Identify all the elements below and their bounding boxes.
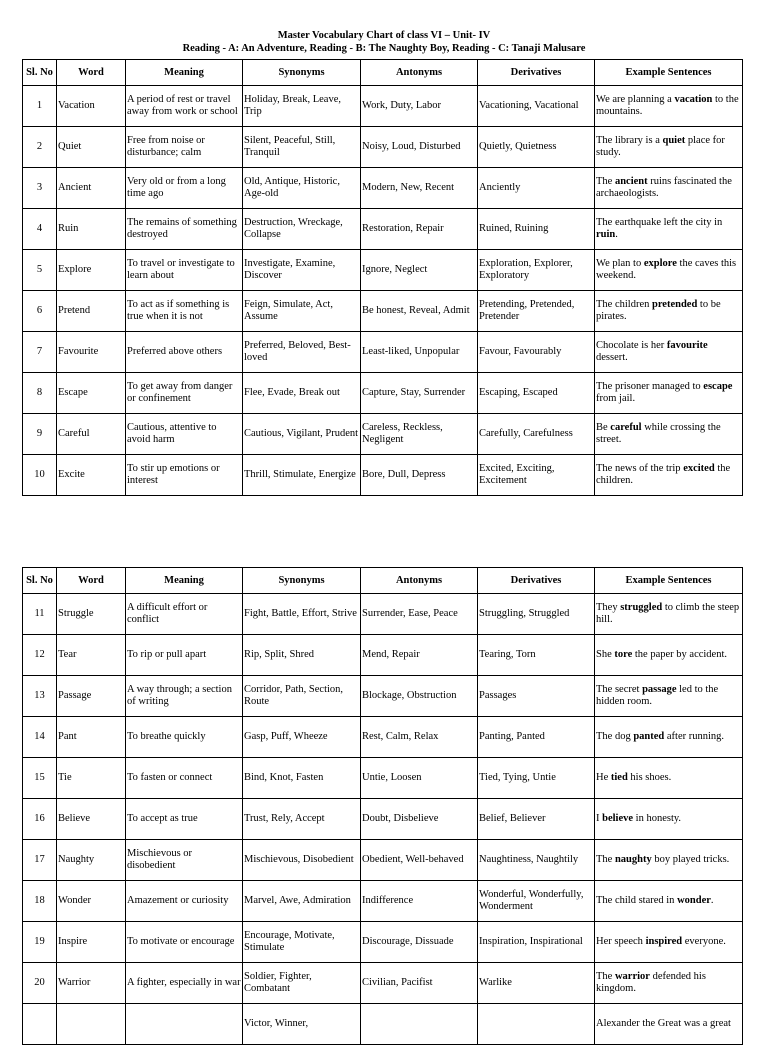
row-synonyms: Soldier, Fighter, Combatant <box>243 963 361 1004</box>
sentence-text-after: ruins fascinated the archaeologists. <box>596 176 732 199</box>
row-antonyms: Mend, Repair <box>361 635 478 676</box>
row-example-sentence <box>595 635 743 676</box>
sentence-keyword: passage <box>642 684 677 695</box>
row-number: 5 <box>23 250 57 291</box>
table-row <box>23 86 743 127</box>
table-row <box>23 758 743 799</box>
sentence-text-after: . <box>710 895 714 906</box>
row-example-sentence <box>595 291 743 332</box>
row-example-sentence <box>595 373 743 414</box>
sentence-keyword: believe <box>602 813 634 824</box>
row-derivatives: Panting, Panted <box>478 717 595 758</box>
sentence-text-before: Her speech <box>596 936 646 947</box>
header-row <box>23 60 743 86</box>
row-meaning: Very old or from a long time ago <box>126 168 243 209</box>
sentence-text-after: in honesty. <box>633 813 682 824</box>
table-row <box>23 455 743 496</box>
table-row <box>23 332 743 373</box>
row-word: Tear <box>57 635 126 676</box>
header-example-sentences: Example Sentences <box>595 60 743 86</box>
row-number: 17 <box>23 840 57 881</box>
sentence-text-after: . <box>615 229 618 240</box>
row-number: 19 <box>23 922 57 963</box>
row-synonyms: Destruction, Wreckage, Collapse <box>243 209 361 250</box>
row-synonyms: Mischievous, Disobedient <box>243 840 361 881</box>
sentence-text-before: The children <box>596 299 652 310</box>
row-synonyms: Holiday, Break, Leave, Trip <box>243 86 361 127</box>
row-antonyms: Least-liked, Unpopular <box>361 332 478 373</box>
header-meaning: Meaning <box>126 60 243 86</box>
row-synonyms: Old, Antique, Historic, Age-old <box>243 168 361 209</box>
header-example-sentences: Example Sentences <box>595 568 743 594</box>
table-body <box>23 594 743 1045</box>
row-number: 18 <box>23 881 57 922</box>
row-antonyms: Doubt, Disbelieve <box>361 799 478 840</box>
row-synonyms: Corridor, Path, Section, Route <box>243 676 361 717</box>
sentence-text-after: defended his kingdom. <box>596 971 706 994</box>
row-antonyms: Modern, New, Recent <box>361 168 478 209</box>
row-word: Pant <box>57 717 126 758</box>
row-derivatives: Struggling, Struggled <box>478 594 595 635</box>
sentence-text-after: boy played tricks. <box>651 854 730 865</box>
row-number: 14 <box>23 717 57 758</box>
row-meaning: A period of rest or travel away from work or school <box>126 86 243 127</box>
sentence-text-after: to climb the steep hill. <box>596 602 740 625</box>
row-example-sentence <box>595 1004 743 1045</box>
sentence-keyword: ancient <box>614 176 648 187</box>
row-synonyms: Feign, Simulate, Act, Assume <box>243 291 361 332</box>
table-row <box>23 414 743 455</box>
row-number: 4 <box>23 209 57 250</box>
row-number: 9 <box>23 414 57 455</box>
table-row <box>23 209 743 250</box>
row-word: Explore <box>57 250 126 291</box>
row-synonyms: Encourage, Motivate, Stimulate <box>243 922 361 963</box>
row-antonyms: Civilian, Pacifist <box>361 963 478 1004</box>
sentence-text-after: led to the hidden room. <box>596 684 719 707</box>
document-title: Master Vocabulary Chart of class VI – Unit- IV <box>277 30 491 41</box>
row-synonyms: Rip, Split, Shred <box>243 635 361 676</box>
row-synonyms: Victor, Winner, <box>243 1004 361 1045</box>
row-example-sentence <box>595 168 743 209</box>
sentence-text-before: She <box>596 649 615 660</box>
row-word: Ancient <box>57 168 126 209</box>
row-example-sentence <box>595 455 743 496</box>
sentence-keyword: quiet <box>662 135 686 146</box>
row-antonyms: Discourage, Dissuade <box>361 922 478 963</box>
sentence-text-after: everyone. <box>682 936 726 947</box>
row-number: 2 <box>23 127 57 168</box>
row-word <box>57 1004 126 1045</box>
row-word: Ruin <box>57 209 126 250</box>
row-word: Escape <box>57 373 126 414</box>
row-synonyms: Silent, Peaceful, Still, Tranquil <box>243 127 361 168</box>
row-derivatives: Tearing, Torn <box>478 635 595 676</box>
row-derivatives: Tied, Tying, Untie <box>478 758 595 799</box>
sentence-keyword: vacation <box>674 94 713 105</box>
row-word: Pretend <box>57 291 126 332</box>
header-word: Word <box>57 568 126 594</box>
row-derivatives: Vacationing, Vacational <box>478 86 595 127</box>
row-meaning: A fighter, especially in war <box>126 963 243 1004</box>
row-meaning: Free from noise or disturbance; calm <box>126 127 243 168</box>
row-meaning: To act as if something is true when it is not <box>126 291 243 332</box>
row-example-sentence <box>595 676 743 717</box>
row-word: Favourite <box>57 332 126 373</box>
row-word: Vacation <box>57 86 126 127</box>
sentence-text-before: The <box>596 176 615 187</box>
row-derivatives: Excited, Exciting, Excitement <box>478 455 595 496</box>
row-antonyms: Restoration, Repair <box>361 209 478 250</box>
row-derivatives: Passages <box>478 676 595 717</box>
row-derivatives: Wonderful, Wonderfully, Wonderment <box>478 881 595 922</box>
row-example-sentence <box>595 717 743 758</box>
row-meaning: To motivate or encourage <box>126 922 243 963</box>
row-example-sentence <box>595 963 743 1004</box>
table-row <box>23 168 743 209</box>
row-antonyms: Untie, Loosen <box>361 758 478 799</box>
sentence-keyword: pretended <box>651 299 698 310</box>
row-number: 11 <box>23 594 57 635</box>
sentence-text-before: The <box>596 971 615 982</box>
table-row <box>23 250 743 291</box>
table-row <box>23 291 743 332</box>
header-row <box>23 568 743 594</box>
row-synonyms: Flee, Evade, Break out <box>243 373 361 414</box>
row-example-sentence <box>595 127 743 168</box>
row-example-sentence <box>595 840 743 881</box>
sentence-text-before: Chocolate is her <box>596 340 667 351</box>
row-number: 1 <box>23 86 57 127</box>
row-number: 13 <box>23 676 57 717</box>
table-row <box>23 799 743 840</box>
row-antonyms: Be honest, Reveal, Admit <box>361 291 478 332</box>
row-number: 6 <box>23 291 57 332</box>
row-example-sentence <box>595 332 743 373</box>
row-antonyms: Bore, Dull, Depress <box>361 455 478 496</box>
row-meaning: A difficult effort or conflict <box>126 594 243 635</box>
sentence-text-before: The <box>596 854 615 865</box>
sentence-text-before: They <box>596 602 621 613</box>
sentence-text-after: the caves this weekend. <box>596 258 737 281</box>
sentence-text-after: the children. <box>596 463 731 486</box>
row-derivatives: Favour, Favourably <box>478 332 595 373</box>
header-meaning: Meaning <box>126 568 243 594</box>
row-derivatives: Naughtiness, Naughtily <box>478 840 595 881</box>
sentence-text-before: We are planning a <box>596 94 675 105</box>
row-derivatives: Carefully, Carefulness <box>478 414 595 455</box>
row-number: 16 <box>23 799 57 840</box>
row-word: Naughty <box>57 840 126 881</box>
row-number: 15 <box>23 758 57 799</box>
sentence-text-before: Alexander the Great was a great <box>596 1018 731 1029</box>
row-number <box>23 1004 57 1045</box>
row-antonyms: Capture, Stay, Surrender <box>361 373 478 414</box>
sentence-text-before: The library is a <box>596 135 663 146</box>
table-row <box>23 594 743 635</box>
document-subtitle: Reading - A: An Adventure, Reading - B: The Naughty Boy, Reading - C: Tanaji Malusare <box>182 43 586 54</box>
table-row <box>23 922 743 963</box>
vocabulary-table-2 <box>22 567 743 1045</box>
row-example-sentence <box>595 594 743 635</box>
row-example-sentence <box>595 758 743 799</box>
row-meaning: Cautious, attentive to avoid harm <box>126 414 243 455</box>
row-meaning: To rip or pull apart <box>126 635 243 676</box>
row-meaning: Preferred above others <box>126 332 243 373</box>
row-number: 8 <box>23 373 57 414</box>
header-antonyms: Antonyms <box>361 568 478 594</box>
row-synonyms: Thrill, Stimulate, Energize <box>243 455 361 496</box>
row-derivatives: Exploration, Explorer, Exploratory <box>478 250 595 291</box>
row-derivatives: Warlike <box>478 963 595 1004</box>
sentence-text-before: The earthquake left the city in <box>596 217 723 228</box>
row-example-sentence <box>595 881 743 922</box>
row-word: Quiet <box>57 127 126 168</box>
sentence-keyword: inspired <box>645 936 683 947</box>
row-derivatives: Ruined, Ruining <box>478 209 595 250</box>
sentence-text-after: to the mountains. <box>596 94 739 117</box>
row-antonyms: Surrender, Ease, Peace <box>361 594 478 635</box>
row-example-sentence <box>595 799 743 840</box>
row-word: Excite <box>57 455 126 496</box>
row-synonyms: Investigate, Examine, Discover <box>243 250 361 291</box>
table-row <box>23 963 743 1004</box>
table-row <box>23 635 743 676</box>
row-word: Passage <box>57 676 126 717</box>
sentence-text-before: The news of the trip <box>596 463 684 474</box>
header-derivatives: Derivatives <box>478 568 595 594</box>
sentence-text-before: We plan to <box>596 258 644 269</box>
row-meaning: To accept as true <box>126 799 243 840</box>
header-sl-no: Sl. No <box>23 60 57 86</box>
sentence-keyword: struggled <box>620 602 663 613</box>
sentence-text-before: The dog <box>596 731 634 742</box>
sentence-keyword: warrior <box>614 971 650 982</box>
sentence-text-before: The prisoner managed to <box>596 381 704 392</box>
sentence-keyword: explore <box>643 258 677 269</box>
row-number: 12 <box>23 635 57 676</box>
row-synonyms: Fight, Battle, Effort, Strive <box>243 594 361 635</box>
sentence-text-before: I <box>596 813 603 824</box>
row-antonyms: Blockage, Obstruction <box>361 676 478 717</box>
table-row <box>23 127 743 168</box>
row-word: Inspire <box>57 922 126 963</box>
header-word: Word <box>57 60 126 86</box>
row-word: Struggle <box>57 594 126 635</box>
sentence-text-after: his shoes. <box>627 772 672 783</box>
row-meaning: The remains of something destroyed <box>126 209 243 250</box>
sentence-keyword: ruin <box>596 229 616 240</box>
row-example-sentence <box>595 414 743 455</box>
row-antonyms: Rest, Calm, Relax <box>361 717 478 758</box>
sentence-text-before: Be <box>596 422 611 433</box>
row-word: Tie <box>57 758 126 799</box>
row-meaning: To get away from danger or confinement <box>126 373 243 414</box>
row-antonyms: Work, Duty, Labor <box>361 86 478 127</box>
row-derivatives: Belief, Believer <box>478 799 595 840</box>
table-row <box>23 840 743 881</box>
header-synonyms: Synonyms <box>243 60 361 86</box>
row-synonyms: Preferred, Beloved, Best-loved <box>243 332 361 373</box>
row-example-sentence <box>595 209 743 250</box>
sentence-keyword: favourite <box>666 340 708 351</box>
header-synonyms: Synonyms <box>243 568 361 594</box>
table-row <box>23 676 743 717</box>
sentence-text-after: dessert. <box>596 352 628 363</box>
table-row <box>23 881 743 922</box>
header-sl-no: Sl. No <box>23 568 57 594</box>
sentence-keyword: panted <box>633 731 665 742</box>
row-antonyms: Ignore, Neglect <box>361 250 478 291</box>
sentence-text-before: The secret <box>596 684 643 695</box>
row-word: Careful <box>57 414 126 455</box>
row-derivatives: Pretending, Pretended, Pretender <box>478 291 595 332</box>
row-antonyms: Indifference <box>361 881 478 922</box>
row-example-sentence <box>595 86 743 127</box>
row-example-sentence <box>595 922 743 963</box>
row-meaning: To stir up emotions or interest <box>126 455 243 496</box>
row-meaning: Mischievous or disobedient <box>126 840 243 881</box>
sentence-text-after: from jail. <box>596 393 636 404</box>
row-meaning <box>126 1004 243 1045</box>
row-number: 7 <box>23 332 57 373</box>
sentence-keyword: excited <box>683 463 715 474</box>
row-meaning: To travel or investigate to learn about <box>126 250 243 291</box>
row-meaning: To fasten or connect <box>126 758 243 799</box>
sentence-keyword: careful <box>610 422 642 433</box>
row-derivatives: Quietly, Quietness <box>478 127 595 168</box>
row-meaning: To breathe quickly <box>126 717 243 758</box>
row-number: 3 <box>23 168 57 209</box>
sentence-text-after: after running. <box>664 731 725 742</box>
row-synonyms: Bind, Knot, Fasten <box>243 758 361 799</box>
vocabulary-table-1 <box>22 59 743 496</box>
row-antonyms <box>361 1004 478 1045</box>
row-antonyms: Noisy, Loud, Disturbed <box>361 127 478 168</box>
row-synonyms: Trust, Rely, Accept <box>243 799 361 840</box>
row-word: Believe <box>57 799 126 840</box>
row-synonyms: Cautious, Vigilant, Prudent <box>243 414 361 455</box>
table-body <box>23 86 743 496</box>
row-word: Wonder <box>57 881 126 922</box>
sentence-keyword: escape <box>703 381 733 392</box>
sentence-keyword: tore <box>614 649 633 660</box>
row-example-sentence <box>595 250 743 291</box>
header-derivatives: Derivatives <box>478 60 595 86</box>
table-row <box>23 373 743 414</box>
row-number: 10 <box>23 455 57 496</box>
row-derivatives: Inspiration, Inspirational <box>478 922 595 963</box>
sentence-text-after: while crossing the street. <box>596 422 721 445</box>
table-row <box>23 1004 743 1045</box>
row-number: 20 <box>23 963 57 1004</box>
row-derivatives: Anciently <box>478 168 595 209</box>
sentence-keyword: tied <box>610 772 628 783</box>
sentence-text-after: the paper by accident. <box>632 649 728 660</box>
sentence-text-after: to be pirates. <box>596 299 721 322</box>
header-antonyms: Antonyms <box>361 60 478 86</box>
row-antonyms: Careless, Reckless, Negligent <box>361 414 478 455</box>
row-meaning: A way through; a section of writing <box>126 676 243 717</box>
row-word: Warrior <box>57 963 126 1004</box>
table-row <box>23 717 743 758</box>
row-synonyms: Marvel, Awe, Admiration <box>243 881 361 922</box>
sentence-keyword: naughty <box>614 854 652 865</box>
row-derivatives <box>478 1004 595 1045</box>
row-synonyms: Gasp, Puff, Wheeze <box>243 717 361 758</box>
sentence-text-before: The child stared in <box>596 895 678 906</box>
sentence-keyword: wonder <box>677 895 711 906</box>
row-antonyms: Obedient, Well-behaved <box>361 840 478 881</box>
sentence-text-after: place for study. <box>596 135 725 158</box>
row-meaning: Amazement or curiosity <box>126 881 243 922</box>
sentence-text-before: He <box>596 772 611 783</box>
row-derivatives: Escaping, Escaped <box>478 373 595 414</box>
